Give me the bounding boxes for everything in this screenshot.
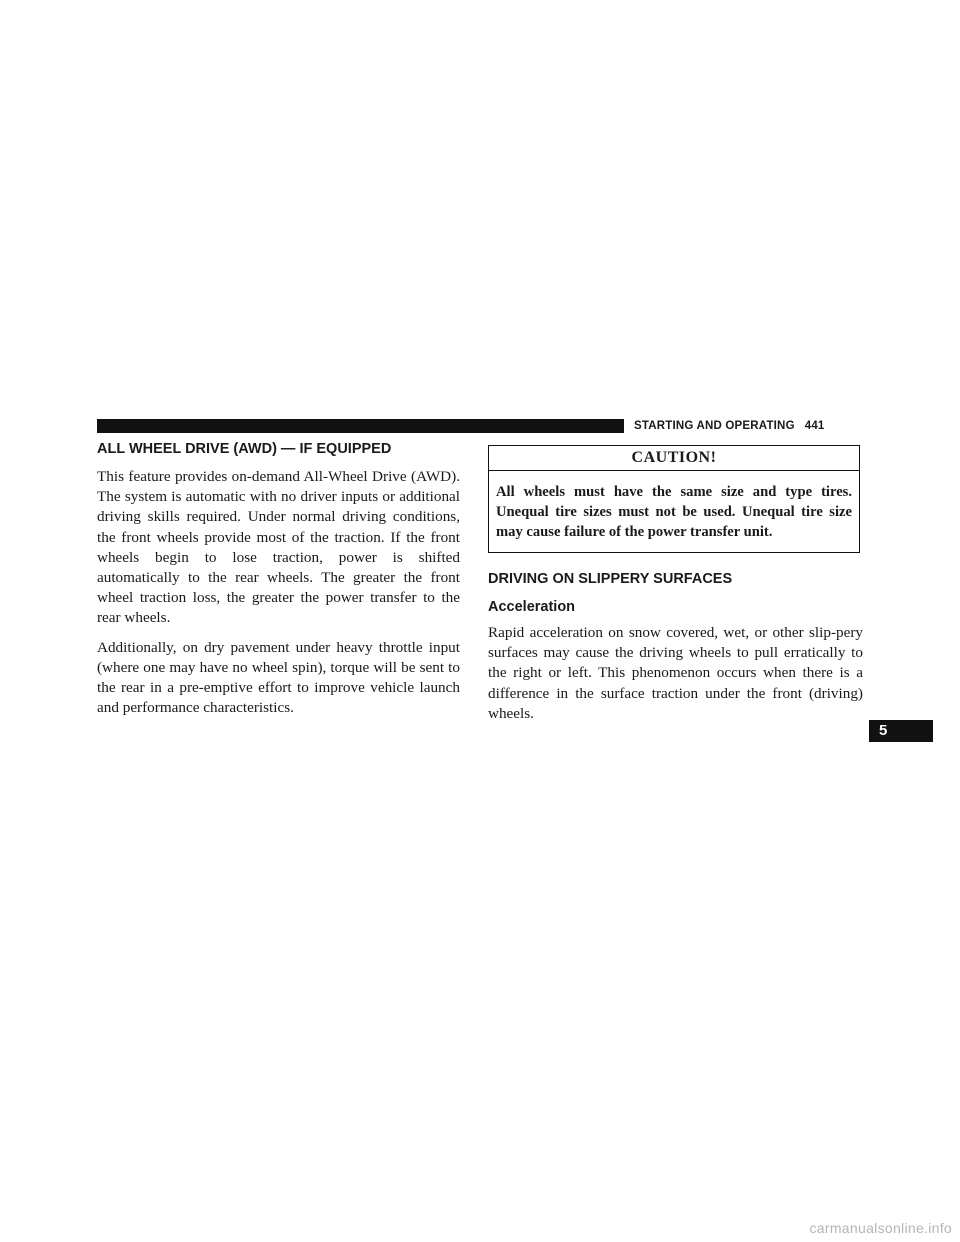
awd-heading: ALL WHEEL DRIVE (AWD) — IF EQUIPPED [97,441,392,457]
header-rule [97,419,624,433]
caution-title: CAUTION! [489,446,859,471]
acceleration-subheading: Acceleration [488,599,576,615]
acceleration-paragraph: Rapid acceleration on snow covered, wet, or other slip-pery surfaces may cause the driving wheels to pull erratically to the right or left. This phenomenon occurs when there is a difference in the surface traction under the front (driving) wheels. [488,624,863,722]
running-head [634,418,864,434]
left-column [97,438,460,718]
awd-paragraph-1: This feature provides on-demand All-Wheel Drive (AWD). The system is automatic with no driver inputs or additional driving skills required. Under normal driving conditions, the front wheels provide most of the traction. If the front wheels begin to lose traction, power is shifted automatically to the rear wheels. The greater the front wheel traction loss, the greater the power transfer to the rear wheels. [97,468,460,627]
slippery-heading: DRIVING ON SLIPPERY SURFACES [488,571,733,587]
caution-text: All wheels must have the same size and type tires. Unequal tire sizes must not be used. Unequal tire size may cause failure of the power transfer unit. [496,484,852,540]
section-title: STARTING AND OPERATING [634,420,795,432]
awd-paragraph-2: Additionally, on dry pavement under heavy throttle input (where one may have no wheel spin), torque will be sent to the rear in a pre-emptive effort to improve vehicle launch and performance characteristics. [97,638,460,717]
caution-box [488,445,860,553]
page-number: 441 [804,420,825,432]
section-tab: 5 [869,720,933,742]
right-column [488,445,863,724]
watermark: carmanualsonline.info [809,1220,952,1236]
